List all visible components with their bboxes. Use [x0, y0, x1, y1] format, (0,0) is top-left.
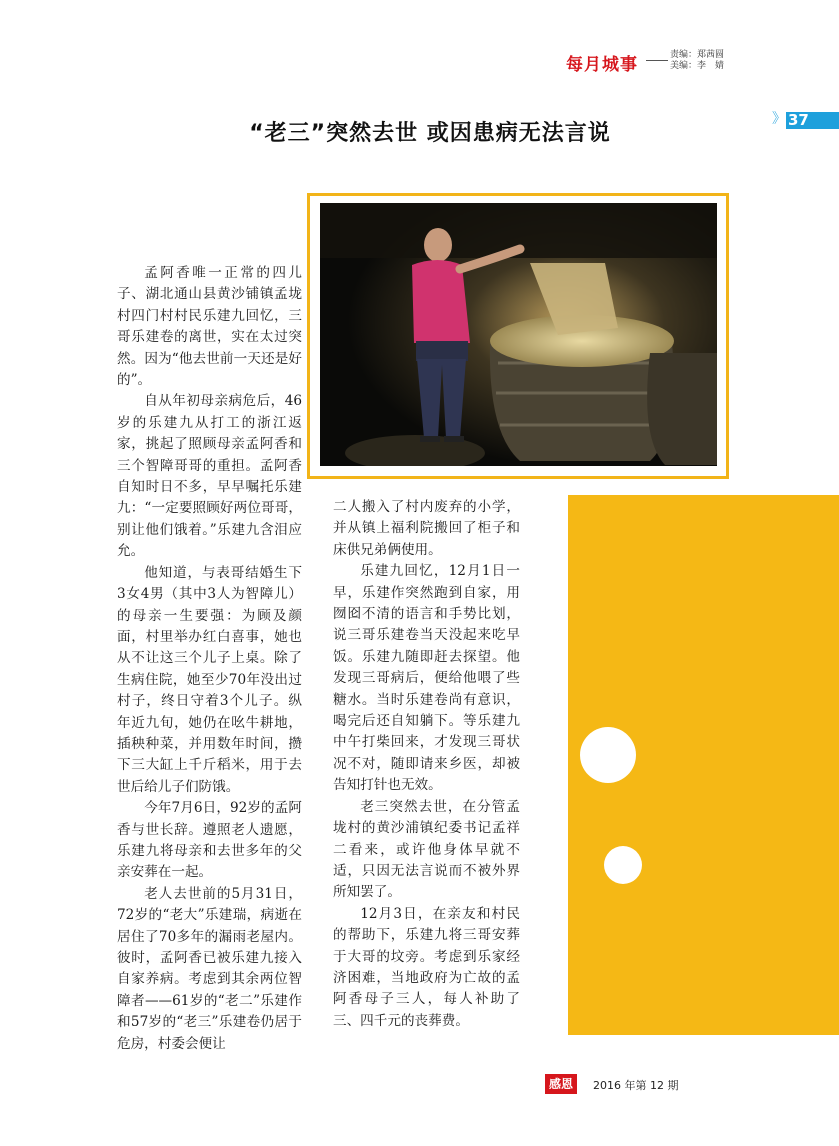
- paragraph: 老人去世前的5月31日，72岁的“老大”乐建瑞，病逝在居住了70多年的漏雨老屋内。彼时，孟阿香已被乐建九接入自家养病。考虑到其余两位智障者——61岁的“老二”乐建作和57岁的“老三”乐建卷仍居于危房，村委会便让: [117, 885, 302, 1052]
- article-column-1: [117, 263, 302, 1055]
- paragraph: 乐建九回忆，12月1日一早，乐建作突然跑到自家，用囫囵不清的语言和手势比划，说三哥乐建卷当天没起来吃早饭。乐建九随即赶去探望。他发现三哥病后，便给他喂了些糖水。当时乐建卷尚有意识，喝完后还自知躺下。等乐建九中午打柴回来，才发现三哥状况不对，随即请来乡医，却被告知打针也无效。: [333, 563, 520, 794]
- decorative-circle: [604, 846, 642, 884]
- paragraph: 他知道，与表哥结婚生下3女4男（其中3人为智障儿）的母亲一生要强：为顾及颜面，村里举办红白喜事，她也从不让这三个儿子上桌。除了生病住院，她至少70年没出过村子，终日守着3个儿子。纵年近九旬，她仍在吆牛耕地，插秧种菜，并用数年时间，攒下三大缸上千斤稻米，用于去世后给儿子们防饿。: [117, 564, 302, 795]
- article-headline: “老三”突然去世 或因患病无法言说: [249, 121, 611, 146]
- designer-credit: 美编：李 婧: [670, 61, 725, 71]
- article-column-2: [333, 497, 520, 1032]
- issue-label: 2016 年第 12 期: [593, 1079, 679, 1092]
- header-divider: [646, 60, 668, 61]
- decorative-half-circle: [580, 727, 636, 783]
- page-number: 37: [788, 111, 809, 129]
- paragraph: 老三突然去世，在分管孟垅村的黄沙浦镇纪委书记孟祥二看来，或许他身体早就不适，只因无法言说而不被外界所知罢了。: [333, 798, 520, 901]
- magazine-logo: 感恩: [545, 1074, 577, 1094]
- chevron-double-right-icon: 》: [772, 111, 786, 127]
- credits: [670, 50, 724, 72]
- paragraph: 自从年初母亲病危后，46岁的乐建九从打工的浙江返家，挑起了照顾母亲孟阿香和三个智障哥哥的重担。孟阿香自知时日不多，早早嘱托乐建九：“一定要照顾好两位哥哥，别让他们饿着。”乐建九含泪应允。: [117, 393, 302, 560]
- paragraph: 今年7月6日，92岁的孟阿香与世长辞。遵照老人遗愿，乐建九将母亲和去世多年的父亲安葬在一起。: [117, 800, 302, 881]
- section-title: 每月城事: [566, 55, 638, 75]
- editor-credit: 责编：郑茜圆: [670, 50, 725, 60]
- paragraph: 孟阿香唯一正常的四儿子、湖北通山县黄沙铺镇孟垅村四门村村民乐建九回忆，三哥乐建卷的离世，实在太过突然。因为“他去世前一天还是好的”。: [117, 265, 302, 389]
- article-photo: [320, 203, 717, 466]
- paragraph: 12月3日，在亲友和村民的帮助下，乐建九将三哥安葬于大哥的坟旁。考虑到乐家经济困难，当地政府为亡故的孟阿香母子三人，每人补助了三、四千元的丧葬费。: [333, 905, 520, 1029]
- paragraph-continued: 二人搬入了村内废弃的小学，并从镇上福利院搬回了柜子和床供兄弟俩使用。: [333, 499, 520, 558]
